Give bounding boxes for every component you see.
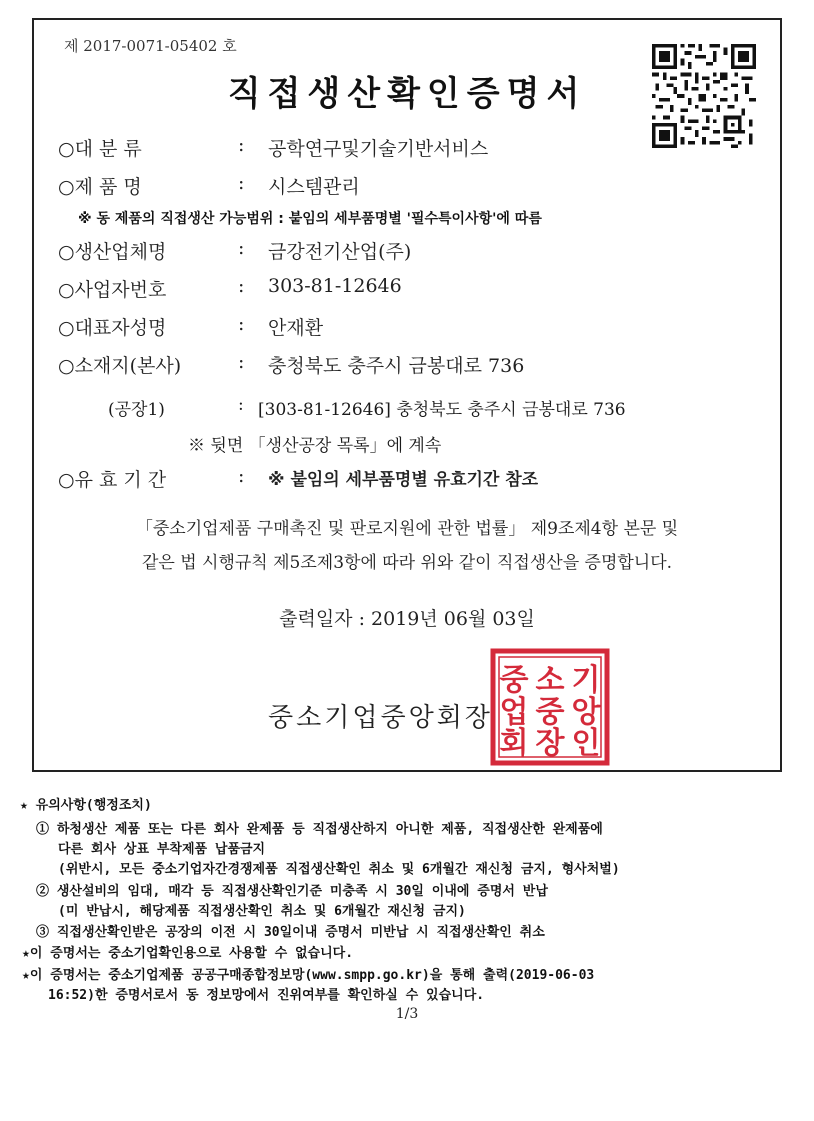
notice-item2-line1: ② 생산설비의 임대, 매각 등 직접생산확인기준 미충족 시 30일 이내에 증명서 반납 xyxy=(36,884,548,899)
colon: : xyxy=(238,465,245,487)
notice-item2-line2: (미 반납시, 해당제품 직접생산확인 취소 및 6개월간 재신청 금지) xyxy=(58,904,466,919)
value-product: 시스템관리 xyxy=(268,176,360,198)
colon: : xyxy=(238,351,245,373)
label-category: ○대 분 류 xyxy=(58,138,142,160)
value-business-number: 303-81-12646 xyxy=(268,275,402,297)
colon: : xyxy=(238,275,245,297)
value-factory: [303-81-12646] 충청북도 충주시 금봉대로 736 xyxy=(258,400,626,420)
svg-text:중: 중 xyxy=(535,695,565,730)
colon: : xyxy=(238,313,245,335)
svg-text:업: 업 xyxy=(499,695,529,730)
svg-text:회: 회 xyxy=(499,726,529,761)
factory-note: ※ 뒷면 「생산공장 목록」에 계속 xyxy=(188,436,442,456)
colon: : xyxy=(238,395,244,415)
svg-text:소: 소 xyxy=(535,663,565,698)
official-seal-icon xyxy=(490,648,610,766)
label-business-number: ○사업자번호 xyxy=(58,279,167,301)
label-factory: (공장1) xyxy=(108,400,165,420)
legal-text-line1: 「중소기업제품 구매촉진 및 판로지원에 관한 법률」 제9조제4항 본문 및 xyxy=(135,519,679,539)
label-validity: ○유 효 기 간 xyxy=(58,469,167,491)
value-category: 공학연구및기술기반서비스 xyxy=(268,138,489,160)
colon: : xyxy=(238,237,245,259)
scope-notice: ※ 동 제품의 직접생산 가능범위 : 붙임의 세부품명별 '필수특이사항'에 따름 xyxy=(78,211,542,227)
page-number: 1/3 xyxy=(395,1006,419,1022)
issuer-name: 중소기업중앙회장 xyxy=(268,703,493,733)
notice-heading: ★ 유의사항(행정조치) xyxy=(20,798,152,813)
svg-text:중: 중 xyxy=(499,663,529,698)
value-validity: ※ 붙임의 세부품명별 유효기간 참조 xyxy=(268,470,539,490)
label-address: ○소재지(본사) xyxy=(58,355,182,377)
notice-star3-line1: ★이 증명서는 중소기업제품 공공구매종합정보망(www.smpp.go.kr)을 통해 출력(2019-06-03 xyxy=(22,968,595,983)
svg-text:인: 인 xyxy=(571,726,601,761)
notice-item1-line3: (위반시, 모든 중소기업자간경쟁제품 직접생산확인 취소 및 6개월간 재신청 금지, 형사처벌) xyxy=(58,862,620,877)
qr-code-icon xyxy=(652,44,756,148)
label-company: ○생산업체명 xyxy=(58,241,167,263)
svg-text:장: 장 xyxy=(535,726,565,761)
notice-item1-line1: ① 하청생산 제품 또는 다른 회사 완제품 등 직접생산하지 아니한 제품, 직접생산한 완제품에 xyxy=(36,822,603,837)
output-date: 출력일자 : 2019년 06월 03일 xyxy=(279,608,535,630)
value-company: 금강전기산업(주) xyxy=(268,241,412,263)
colon: : xyxy=(238,172,245,194)
svg-text:앙: 앙 xyxy=(571,695,601,730)
label-representative: ○대표자성명 xyxy=(58,317,167,339)
value-address: 충청북도 충주시 금봉대로 736 xyxy=(268,355,525,377)
notice-item3-line1: ③ 직접생산확인받은 공장의 이전 시 30일이내 증명서 미반납 시 직접생산확인 취소 xyxy=(36,925,545,940)
colon: : xyxy=(238,134,245,156)
notice-item1-line2: 다른 회사 상표 부착제품 납품금지 xyxy=(58,842,266,857)
notice-star2: ★이 증명서는 중소기업확인용으로 사용할 수 없습니다. xyxy=(22,946,354,961)
certificate-title: 직접생산확인증명서 xyxy=(227,74,587,114)
value-representative: 안재환 xyxy=(268,317,324,339)
certificate-number: 제 2017-0071-05402 호 xyxy=(64,37,237,55)
label-product: ○제 품 명 xyxy=(58,176,142,198)
legal-text-line2: 같은 법 시행규칙 제5조제3항에 따라 위와 같이 직접생산을 증명합니다. xyxy=(141,553,673,573)
svg-text:기: 기 xyxy=(571,663,601,698)
notice-star3-line2: 16:52)한 증명서로서 동 정보망에서 진위여부를 확인하실 수 있습니다. xyxy=(48,988,485,1003)
